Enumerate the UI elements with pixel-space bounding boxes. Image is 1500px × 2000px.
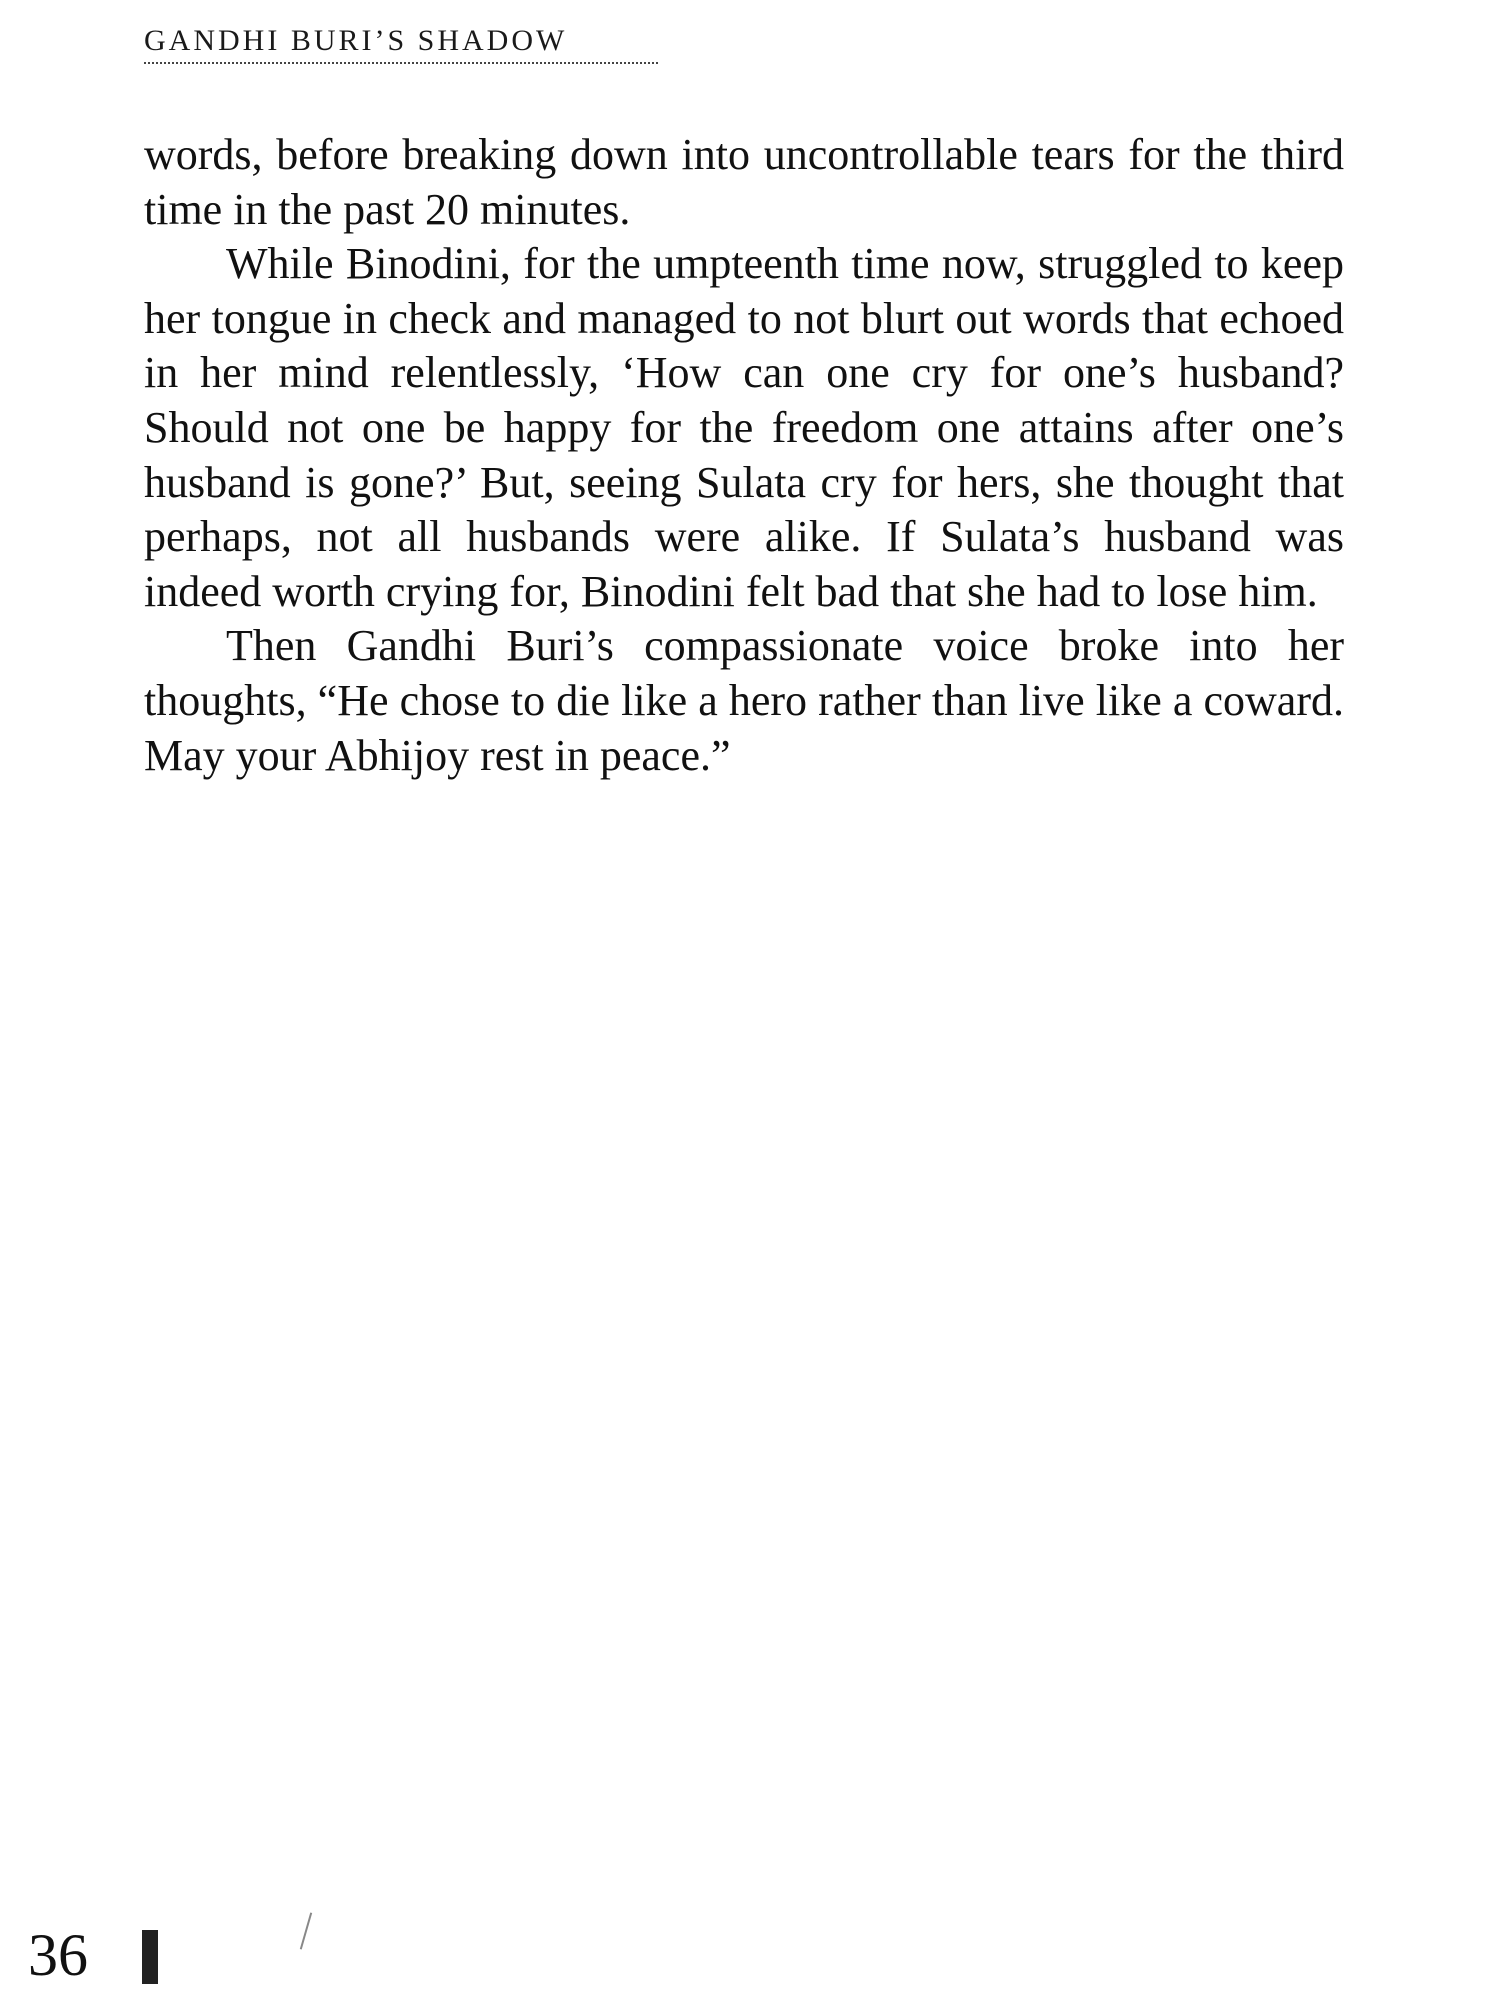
page-number: 36 xyxy=(28,1922,88,1988)
page-number-bar xyxy=(142,1930,158,1984)
body-text xyxy=(144,128,1344,783)
paragraph-continuation: words, before breaking down into uncontrollable tears for the third time in the past 20 minutes. xyxy=(144,130,1344,234)
scan-mark xyxy=(300,1912,312,1949)
running-head: GANDHI BURI’S SHADOW xyxy=(144,24,568,57)
paragraph: Then Gandhi Buri’s compassionate voice broke into her thoughts, “He chose to die like a hero rather than live like a coward. May your Abhijoy rest in peace.” xyxy=(144,621,1344,780)
header-rule xyxy=(144,62,658,64)
paragraph: While Binodini, for the umpteenth time now, struggled to keep her tongue in check and managed to not blurt out words that echoed in her mind relentlessly, ‘How can one cry for one’s husband? Should not one be happy for the freedom one attains after one’s husband is gone?’ But, seeing Sulata cry for hers, she thought that perhaps, not all husbands were alike. If Sulata’s husband was indeed worth crying for, Binodini felt bad that she had to lose him. xyxy=(144,239,1344,616)
